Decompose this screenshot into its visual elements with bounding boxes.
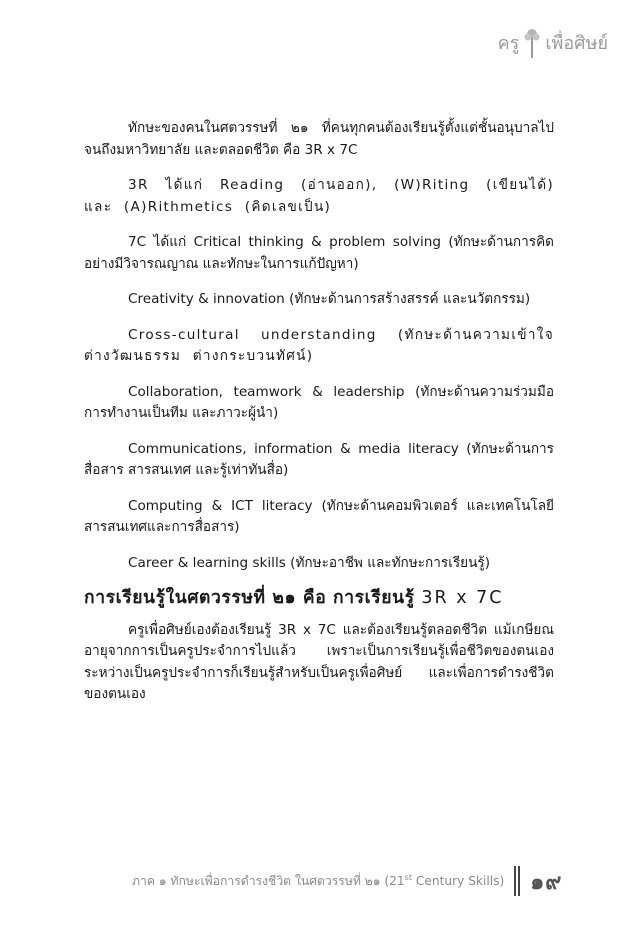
page-footer [132, 866, 612, 896]
logo-text-left: ครู [497, 33, 520, 54]
paragraph-7c-cross-cultural: Cross-cultural understanding (ทักษะด้านความเข้าใจต่างวัฒนธรรม ต่างกระบวนทัศน์) [84, 326, 554, 364]
tree-icon [523, 28, 541, 58]
footer-running-title [132, 872, 504, 891]
paragraph-intro: ทักษะของคนในศตวรรษที่ ๒๑ ที่คนทุกคนต้องเรียนรู้ตั้งแต่ชั้นอนุบาลไปจนถึงมหาวิทยาลัย และตลอดชีวิต คือ 3R x 7C [84, 120, 554, 158]
logo-text-right: เพื่อศิษย์ [545, 33, 608, 54]
section-heading-latin: 3R x 7C [421, 588, 504, 608]
paragraph-7c-collaboration: Collaboration, teamwork & leadership (ทักษะด้านความร่วมมือ การทำงานเป็นทีม และภาวะผู้นำ) [84, 383, 554, 421]
footer-sup: st [404, 872, 412, 882]
paragraph-7c-computing: Computing & ICT literacy (ทักษะด้านคอมพิวเตอร์ และเทคโนโลยีสารสนเทศและการสื่อสาร) [84, 497, 554, 535]
paragraph-3r: 3R ได้แก่ Reading (อ่านออก), (W)Riting (เขียนได้) และ (A)Rithmetics (คิดเลขเป็น) [84, 177, 554, 215]
header-logo [498, 28, 608, 58]
page-content [84, 118, 554, 720]
paragraph-closing: ครูเพื่อศิษย์เองต้องเรียนรู้ 3R x 7C และต้องเรียนรู้ตลอดชีวิต แม้เกษียณอายุจากการเป็นครูประจำการไปแล้ว เพราะเป็นการเรียนรู้เพื่อชีวิตของตนเอง ระหว่างเป็นครูประจำการก็เรียนรู้สำหรับเป็นครูเพื่อศิษย์ และเพื่อการดำรงชีวิตของตนเอง [84, 621, 554, 702]
paragraph-7c-career: Career & learning skills (ทักษะอาชีพ และทักษะการเรียนรู้) [128, 554, 491, 571]
footer-divider-bars [514, 866, 520, 896]
section-heading-thai: การเรียนรู้ในศตวรรษที่ ๒๑ คือ การเรียนรู้ [84, 588, 422, 608]
page-number: ๑๙ [530, 869, 563, 895]
footer-text-end: Century Skills) [411, 873, 505, 888]
footer-text: ภาค ๑ ทักษะเพื่อการดำรงชีวิต ในศตวรรษที่ ๒๑ (21 [132, 873, 405, 888]
section-heading [84, 588, 554, 610]
paragraph-7c-communications: Communications, information & media literacy (ทักษะด้านการสื่อสาร สารสนเทศ และรู้เท่าทันสื่อ) [84, 440, 554, 478]
paragraph-7c-critical: 7C ได้แก่ Critical thinking & problem solving (ทักษะด้านการคิดอย่างมีวิจารณญาณ และทักษะในการแก้ปัญหา) [84, 234, 554, 272]
paragraph-7c-creativity: Creativity & innovation (ทักษะด้านการสร้างสรรค์ และนวัตกรรม) [128, 291, 531, 307]
